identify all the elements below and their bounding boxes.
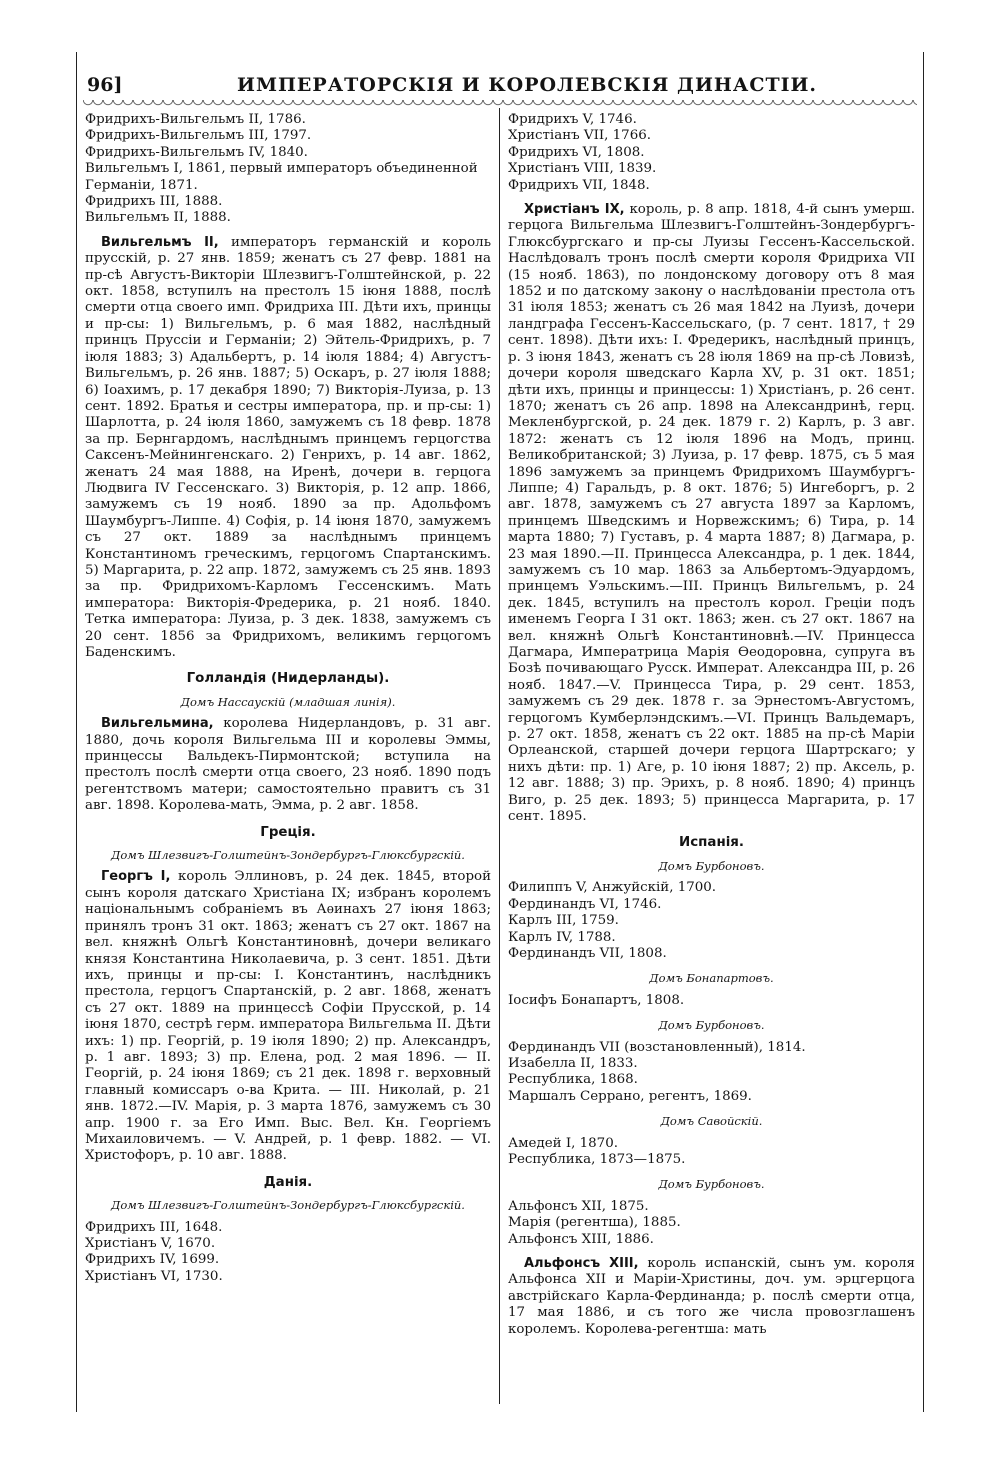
list-item: Христіанъ VI, 1730.	[85, 1268, 223, 1284]
list-item: Фердинандъ VII, 1808.	[508, 945, 667, 961]
house-subheading: Домъ Бурбоновъ.	[658, 1018, 765, 1033]
list-item: Марія (регентша), 1885.	[508, 1215, 681, 1231]
list-item: Фердинандъ VI, 1746.	[508, 896, 662, 912]
house-subheading: Домъ Бурбоновъ.	[658, 1177, 765, 1192]
section-heading-greece: Греція.	[260, 824, 316, 840]
prussia-rulers-list	[85, 112, 491, 227]
list-item: Фридрихъ-Вильгельмъ IV, 1840.	[85, 144, 308, 160]
list-item: Вильгельмъ II, 1888.	[85, 210, 231, 226]
entry-text: императоръ германскій и король прусскій, р. 27 янв. 1859; женатъ съ 27 февр. 1881 на пр-сѣ Августъ-Викторіи Шлезвигъ-Голштейнской, р. 22 окт. 1858, вступилъ на престолъ 15 іюня 1888, послѣ смерти отца своего имп. Фридриха III. Дѣти ихъ, принцы и пр-сы: 1) Вильгельмъ, р. 6 мая 1882, наслѣдный принцъ Пруссіи и Германіи; 2) Эйтель-Фридрихъ, р. 7 іюля 1883; 3) Адальбертъ, р. 14 іюля 1884; 4) Августъ-Вильгельмъ, р. 26 янв. 1887; 5) Оскаръ, р. 27 іюля 1888; 6) Іоахимъ, р. 17 декабря 1890; 7) Викторія-Луиза, р. 13 сент. 1892. Братья и сестры императора, пр. и пр-сы: 1) Шарлотта, р. 24 іюля 1860, замужемъ съ 18 февр. 1878 за пр. Бернгардомъ, наслѣднымъ принцемъ герцогства Саксенъ-Мейнингенскаго. 2) Генрихъ, р. 14 авг. 1862, женатъ 24 мая 1888, на Иренѣ, дочери в. герцога Людвига IV Гессенскаго. 3) Викторія, р. 12 апр. 1866, замужемъ съ 19 нояб. 1890 за пр. Адольфомъ Шаумбургъ-Липпе. 4) Софія, р. 14 іюня 1870, замужемъ съ 27 окт. 1889 за наслѣднымъ принцемъ Константиномъ греческимъ, герцогомъ Спартанскимъ. 5) Маргарита, р. 22 апр. 1872, замужемъ съ 25 янв. 1893 за пр. Фридрихомъ-Карломъ Гессенскимъ. Мать императора: Викторія-Фредерика, р. 21 нояб. 1840. Тетка императора: Луиза, р. 3 дек. 1838, замужемъ съ 20 сент. 1856 за Фридрихомъ, великимъ герцогомъ Баденскимъ.	[85, 234, 491, 660]
entry-name: Христіанъ IX,	[524, 202, 625, 218]
list-item: Христіанъ VII, 1766.	[508, 128, 652, 144]
entry-text: король испанскій, сынъ ум. короля Альфонса XII и Маріи-Христины, доч. ум. эрцгерцога австрійскаго Карла-Фердинанда; р. послѣ смерти отца, 17 мая 1886, и съ того же числа провозглашенъ королемъ. Королева-регентша: мать	[508, 1256, 915, 1337]
list-item: Фридрихъ-Вильгельмъ III, 1797.	[85, 128, 312, 144]
list-item: Фердинандъ VII (возстановленный), 1814.	[508, 1039, 806, 1055]
list-item: Республика, 1873—1875.	[508, 1151, 686, 1167]
list-item: Фридрихъ-Вильгельмъ II, 1786.	[85, 112, 306, 127]
house-subheading: Домъ Шлезвигъ-Голштейнъ-Зондербургъ-Глюксбургскій.	[111, 848, 465, 863]
house-subheading: Домъ Савойскій.	[660, 1114, 763, 1129]
denmark-rulers-list-continued	[508, 112, 915, 194]
spain-rulers-list	[508, 880, 915, 962]
list-item: Іосифъ Бонапартъ, 1808.	[508, 992, 685, 1008]
entry-text: король Эллиновъ, р. 24 дек. 1845, второй сынъ короля датскаго Христіана IX; избранъ королемъ національнымъ собраніемъ въ Аѳинахъ 27 іюня 1863; принялъ тронъ 31 окт. 1863; женатъ съ 27 окт. 1867 на вел. княжнѣ Ольгѣ Константиновнѣ, дочери великаго князя Константина Николаевича, р. 3 сент. 1851. Дѣти ихъ, принцы и пр-сы: I. Константинъ, наслѣдникъ престола, герцогъ Спартанскій, р. 2 авг. 1868, женатъ съ 27 окт. 1889 на принцессѣ Софіи Прусской, р. 14 іюня 1870, сестрѣ герм. императора Вильгельма II. Дѣти ихъ: 1) пр. Георгій, р. 19 іюля 1890; 2) пр. Александръ, р. 1 авг. 1893; 3) пр. Елена, род. 2 мая 1896. — II. Георгій, р. 24 іюня 1869; съ 21 дек. 1898 г. верховный главный комиссаръ о-ва Крита. — III. Николай, р. 21 янв. 1872.—IV. Марія, р. 3 марта 1876, замужемъ съ 30 апр. 1900 г. за Его Имп. Выс. Вел. Кн. Георгіемъ Михаиловичемъ. — V. Андрей, р. 1 февр. 1882. — VI. Христофоръ, р. 10 авг. 1888.	[85, 869, 492, 1164]
list-item: Карлъ III, 1759.	[508, 913, 619, 929]
list-item: Фридрихъ IV, 1699.	[85, 1252, 220, 1268]
list-item: Амедей I, 1870.	[508, 1135, 618, 1151]
house-subheading: Домъ Бурбоновъ.	[658, 858, 765, 873]
denmark-rulers-list	[85, 1220, 491, 1286]
spain-rulers-list	[508, 1199, 915, 1248]
entry-wilhelm-ii	[85, 235, 491, 662]
list-item: Республика, 1868.	[508, 1072, 638, 1088]
entry-text: король, р. 8 апр. 1818, 4-й сынъ умерш. герцога Вильгельма Шлезвигъ-Голштейнъ-Зондербургъ-Глюксбургскаго и пр-сы Луизы Гессенъ-Кассельской. Наслѣдовалъ тронъ послѣ смерти короля Фридриха VII (15 нояб. 1863), по лондонскому договору отъ 8 мая 1852 и по датскому закону о наслѣдованіи престола отъ 31 іюля 1853; женатъ съ 26 мая 1842 на Луизѣ, дочери ландграфа Гессенъ-Кассельскаго, (р. 7 сент. 1817, † 29 сент. 1898). Дѣти ихъ: I. Фредерикъ, наслѣдный принцъ, р. 3 іюня 1843, женатъ съ 28 іюля 1869 на пр-сѣ Ловизѣ, дочери короля шведскаго Карла XV, р. 31 окт. 1851; дѣти ихъ, принцы и принцессы: 1) Христіанъ, р. 26 сент. 1870; женатъ съ 26 апр. 1898 на Александринѣ, герц. Мекленбургской, р. 24 дек. 1879 г. 2) Карлъ, р. 3 авг. 1872: женатъ съ 12 іюля 1896 на Модъ, принц. Великобританской; 3) Луиза, р. 17 февр. 1875, съ 5 мая 1896 замужемъ за принцемъ Фридрихомъ Шаумбургъ-Липпе; 4) Гаральдъ, р. 8 окт. 1876; 5) Ингеборгъ, р. 2 авг. 1878, замужемъ съ 27 августа 1897 за Карломъ, принцемъ Шведскимъ и Норвежскимъ; 6) Тира, р. 14 марта 1880; 7) Густавъ, р. 4 марта 1887; 8) Дагмара, р. 23 мая 1890.—II. Принцесса Александра, р. 1 дек. 1844, замужемъ съ 10 мар. 1863 за Альбертомъ-Эдуардомъ, принцемъ Уэльскимъ.—III. Принцъ Вильгельмъ, р. 24 дек. 1845, вступилъ на престолъ корол. Греціи подъ именемъ Георга I 31 окт. 1863; жен. съ 27 окт. 1867 на вел. княжнѣ Ольгѣ Константиновнѣ.—IV. Принцесса Дагмара, Императрица Марія Ѳеодоровна, супруга въ Бозѣ почивающаго Русск. Императ. Александра III, р. 26 нояб. 1847.—V. Принцесса Тира, р. 29 сент. 1853, замужемъ съ 29 дек. 1878 г. за Эрнестомъ-Августомъ, герцогомъ Кумберлэндскимъ.—VI. Принцъ Вальдемаръ, р. 27 окт. 1858, женатъ съ 22 окт. 1885 на пр-сѣ Маріи Орлеанской, старшей дочери герцога Шартрскаго; у нихъ дѣти: пр. 1) Аге, р. 10 іюня 1887; 2) пр. Аксель, р. 12 авг. 1888; 3) пр. Эрихъ, р. 8 нояб. 1890; 4) принцъ Виго, р. 25 дек. 1893; 5) принцесса Маргарита, р. 17 сент. 1895.	[508, 202, 915, 825]
list-item: Филиппъ V, Анжуйскій, 1700.	[508, 880, 717, 896]
list-item: Фридрихъ V, 1746.	[508, 112, 637, 127]
section-heading-holland: Голландія (Нидерланды).	[186, 671, 390, 687]
section-heading-denmark: Данія.	[263, 1174, 313, 1190]
entry-christian-ix	[508, 202, 915, 825]
section-heading-spain: Испанія.	[679, 835, 744, 851]
entry-name: Вильгельмина,	[101, 716, 214, 732]
list-item: Христіанъ VIII, 1839.	[508, 161, 657, 177]
list-item: Фридрихъ III, 1888.	[85, 194, 223, 210]
list-item: Фридрихъ VI, 1808.	[508, 144, 645, 160]
list-item: Христіанъ V, 1670.	[85, 1236, 216, 1251]
list-item: Изабелла II, 1833.	[508, 1055, 638, 1071]
list-item: Фридрихъ VII, 1848.	[508, 177, 650, 193]
list-item: Маршалъ Серрано, регентъ, 1869.	[508, 1088, 752, 1104]
entry-name: Вильгельмъ II,	[101, 234, 219, 250]
entry-name: Альфонсъ XIII,	[524, 1256, 639, 1271]
two-column-body	[77, 108, 923, 1404]
entry-text: королева Нидерландовъ, р. 31 авг. 1880, дочь короля Вильгельма III и королевы Эммы, принцессы Вальдекъ-Пирмонтской; вступила на престолъ послѣ смерти отца своего, 23 нояб. 1890 подъ регентствомъ матери; самостоятельно правитъ съ 31 авг. 1898. Королева-мать, Эмма, р. 2 авг. 1858.	[85, 716, 491, 814]
house-subheading: Домъ Шлезвигъ-Голштейнъ-Зондербургъ-Глюксбургскій.	[111, 1198, 465, 1213]
entry-alfonso-xiii	[508, 1256, 915, 1338]
page-frame	[76, 52, 924, 1412]
running-title: ИМПЕРАТОРСКІЯ И КОРОЛЕВСКІЯ ДИНАСТІИ.	[237, 74, 818, 96]
right-column	[500, 108, 923, 1404]
list-item: Фридрихъ III, 1648.	[85, 1219, 223, 1235]
house-subheading: Домъ Бонапартовъ.	[649, 971, 774, 986]
left-column	[77, 108, 500, 1404]
entry-name: Георгъ I,	[101, 869, 171, 885]
spain-rulers-list	[508, 1136, 915, 1169]
spain-rulers-list	[508, 993, 915, 1009]
house-subheading: Домъ Нассаускій (младшая линія).	[180, 694, 396, 709]
entry-george-i	[85, 869, 491, 1164]
list-item: Альфонсъ XII, 1875.	[508, 1198, 649, 1214]
page-header	[77, 52, 923, 96]
list-item: Альфонсъ XIII, 1886.	[508, 1231, 654, 1247]
page-number: 96]	[87, 74, 123, 96]
list-item: Карлъ IV, 1788.	[508, 929, 616, 945]
entry-wilhelmina	[85, 716, 491, 814]
list-item: Вильгельмъ I, 1861, первый императоръ объединенной Германіи, 1871.	[85, 161, 478, 193]
spain-rulers-list	[508, 1040, 915, 1106]
wavy-rule	[83, 100, 917, 108]
